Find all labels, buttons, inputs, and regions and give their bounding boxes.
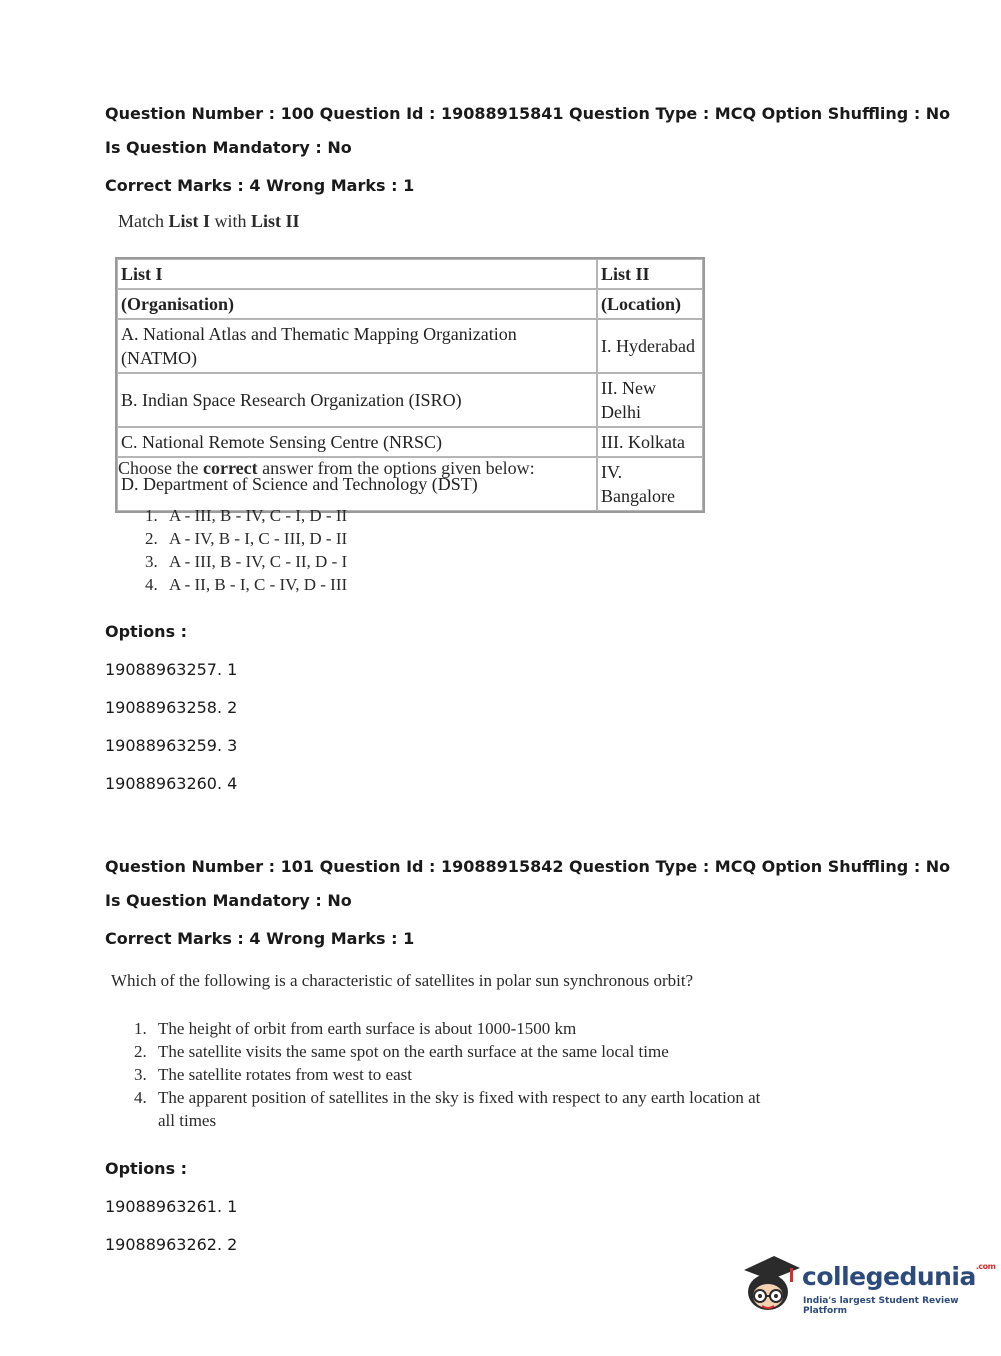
q101-options-label: Options : bbox=[105, 1159, 188, 1178]
list-item: 4. The apparent position of satellites in the sky is fixed with respect to any earth location at bbox=[134, 1088, 761, 1107]
q101-option-2: 19088963262. 2 bbox=[105, 1235, 238, 1254]
logo-wordmark: collegedunia$^{.com}$ bbox=[802, 1262, 996, 1291]
q100-prompt: Match List I with List II bbox=[118, 211, 300, 231]
q101-header: Question Number : 101 Question Id : 19088915842 Question Type : MCQ Option Shuffling : No bbox=[105, 857, 951, 876]
table-row bbox=[117, 427, 703, 457]
q100-option-3: 19088963259. 3 bbox=[105, 736, 238, 755]
q100-option-1: 19088963257. 1 bbox=[105, 660, 238, 679]
table-row bbox=[117, 373, 703, 427]
q100-option-4: 19088963260. 4 bbox=[105, 774, 238, 793]
q100-marks: Correct Marks : 4 Wrong Marks : 1 bbox=[105, 176, 415, 195]
q101-marks: Correct Marks : 4 Wrong Marks : 1 bbox=[105, 929, 415, 948]
q100-options-label: Options : bbox=[105, 622, 188, 641]
list-item: 3. A - III, B - IV, C - II, D - I bbox=[145, 552, 348, 571]
table-cell: List II bbox=[597, 259, 703, 289]
table-row bbox=[117, 289, 703, 319]
q100-mandatory: Is Question Mandatory : No bbox=[105, 138, 352, 157]
list-item-continuation: all times bbox=[158, 1111, 217, 1130]
table-cell: I. Hyderabad bbox=[597, 319, 703, 373]
table-cell: B. Indian Space Research Organization (ISRO) bbox=[117, 373, 597, 427]
q100-option-2: 19088963258. 2 bbox=[105, 698, 238, 717]
table-cell: (Organisation) bbox=[117, 289, 597, 319]
table-cell: List I bbox=[117, 259, 597, 289]
table-cell: D. Department of Science and Technology (DST) bbox=[117, 457, 597, 511]
list-item: 1. The height of orbit from earth surface is about 1000-1500 km bbox=[134, 1019, 577, 1038]
table-cell: IV. Bangalore bbox=[597, 457, 703, 511]
list-item: 2. The satellite visits the same spot on the earth surface at the same local time bbox=[134, 1042, 669, 1061]
q101-mandatory: Is Question Mandatory : No bbox=[105, 891, 352, 910]
table-cell: III. Kolkata bbox=[597, 427, 703, 457]
table-cell: A. National Atlas and Thematic Mapping Organization (NATMO) bbox=[117, 319, 597, 373]
list-item: 4. A - II, B - I, C - IV, D - III bbox=[145, 575, 348, 594]
list-item: 1. A - III, B - IV, C - I, D - II bbox=[145, 506, 348, 525]
q100-choice-list bbox=[145, 504, 347, 596]
table-cell: II. New Delhi bbox=[597, 373, 703, 427]
mascot-icon bbox=[740, 1248, 802, 1320]
q100-choose-instruction: Choose the correct answer from the options given below: bbox=[118, 458, 535, 478]
q101-choice-list bbox=[134, 1017, 760, 1132]
table-cell: C. National Remote Sensing Centre (NRSC) bbox=[117, 427, 597, 457]
q101-prompt: Which of the following is a characteristic of satellites in polar sun synchronous orbit? bbox=[111, 971, 694, 990]
collegedunia-logo bbox=[740, 1248, 996, 1320]
list-item: 2. A - IV, B - I, C - III, D - II bbox=[145, 529, 348, 548]
logo-tagline: India's largest Student Review Platform bbox=[803, 1296, 959, 1316]
q100-header: Question Number : 100 Question Id : 19088915841 Question Type : MCQ Option Shuffling : No bbox=[105, 104, 951, 123]
table-row bbox=[117, 319, 703, 373]
table-row bbox=[117, 259, 703, 289]
table-cell: (Location) bbox=[597, 289, 703, 319]
list-item: 3. The satellite rotates from west to east bbox=[134, 1065, 412, 1084]
q101-option-1: 19088963261. 1 bbox=[105, 1197, 238, 1216]
